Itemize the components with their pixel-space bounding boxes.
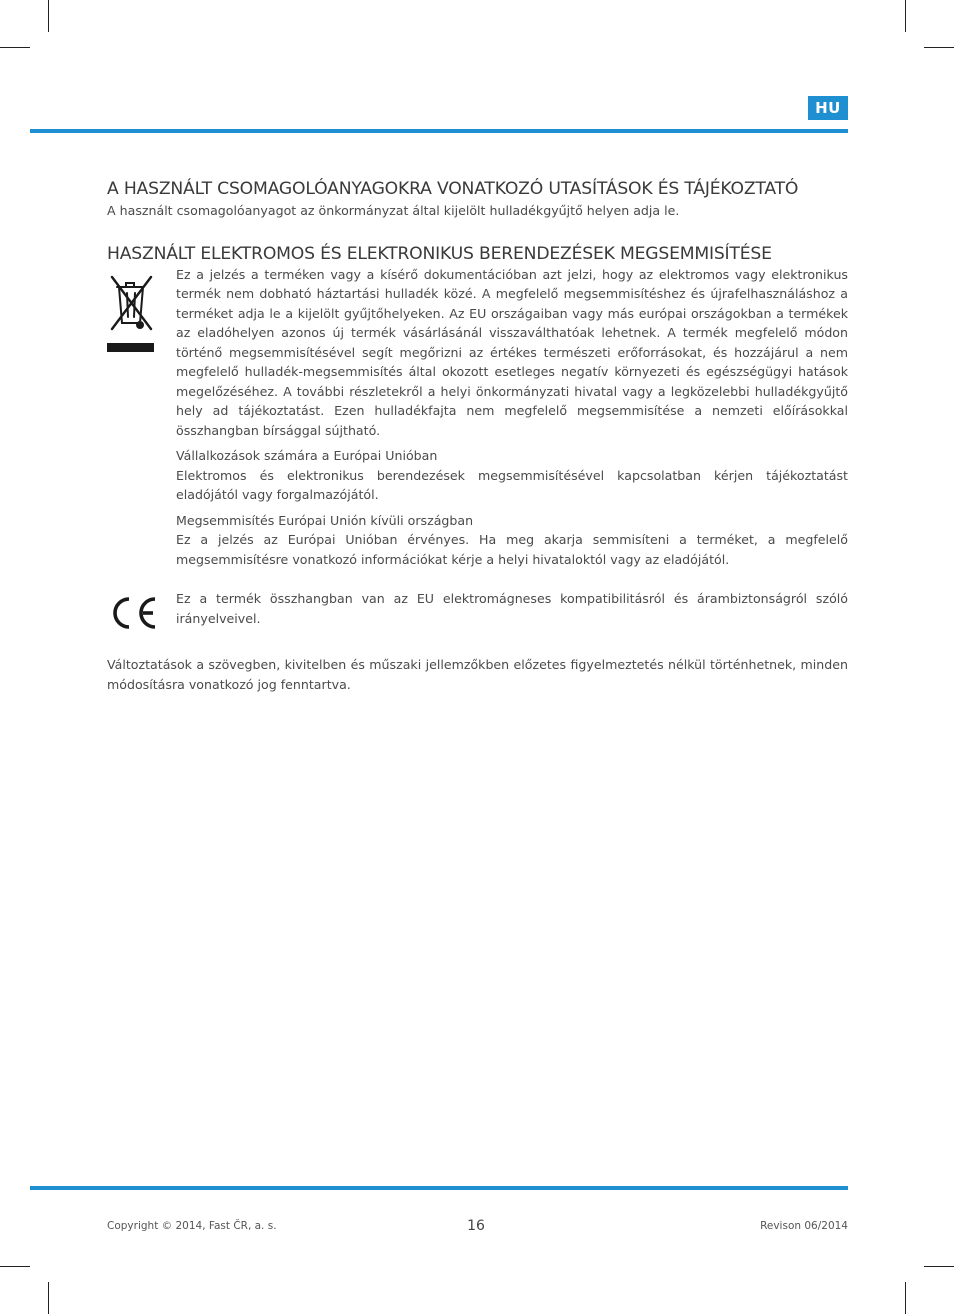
ce-body: Ez a termék összhangban van az EU elektromágneses kompatibilitásról és árambiztonságról szóló irányelveivel. bbox=[176, 591, 848, 626]
footer-revision: Revison 06/2014 bbox=[760, 1220, 848, 1232]
crop-mark bbox=[48, 1282, 49, 1314]
ce-section bbox=[107, 589, 848, 635]
crop-mark bbox=[48, 0, 49, 32]
crop-mark bbox=[0, 47, 30, 48]
business-heading: Vállalkozások számára a Európai Unióban bbox=[176, 448, 438, 463]
weee-section bbox=[107, 243, 848, 570]
crop-mark bbox=[924, 1266, 954, 1267]
packaging-body: A használt csomagolóanyagot az önkormányzat által kijelölt hulladékgyűjtő helyen adja le. bbox=[107, 203, 680, 218]
ce-mark-icon bbox=[107, 589, 176, 635]
outside-eu-body: Ez a jelzés az Európai Unióban érvényes. Ha meg akarja semmisíteni a terméket, a megfelelő megsemmisítésre vonatkozó információkat kérje a helyi hivataloktól vagy az eladójától. bbox=[176, 532, 848, 567]
weee-body: Ez a jelzés a terméken vagy a kísérő dokumentációban azt jelzi, hogy az elektromos vagy elektronikus termék nem dobható háztartási hulladék közé. A megfelelő megsemmisítéshez és újrafelhasználáshoz a terméket adja le a kijelölt gyűjtőhelyeken. Az EU országaiban vagy más európai országokban a termékek az eladóhelyen azonos új termék vásárlásánál visszaválthatóak lehetnek. A termék megfelelő módon történő megsemmisítésével segít megőrizni az értékes természeti erőforrásokat, és hozzájárul a nem megfelelő hulladék-megsemmisítés által okozott esetleges negatív környezeti és egészségügyi hatások megelőzéséhez. A további részletekről a helyi önkormányzati hivatal vagy a legközelebbi hulladékgyűjtő hely ad tájékoztatást. Ezen hulladékfajta nem megfelelő megsemmisítése a nemzeti előírásokkal összhangban bírsággal sújtható. bbox=[176, 266, 848, 438]
crop-mark bbox=[0, 1266, 30, 1267]
page-number: 16 bbox=[467, 1218, 485, 1234]
weee-icon bbox=[107, 265, 176, 352]
disclaimer: Változtatások a szövegben, kivitelben és műszaki jellemzőkben előzetes figyelmeztetés nélkül történhetnek, minden módosításra vonatkozó jog fenntartva. bbox=[107, 657, 848, 692]
packaging-title: A HASZNÁLT CSOMAGOLÓANYAGOKRA VONATKOZÓ UTASÍTÁSOK ÉS TÁJÉKOZTATÓ bbox=[107, 179, 799, 199]
packaging-section bbox=[107, 178, 848, 221]
crop-mark bbox=[905, 0, 906, 32]
weee-title: HASZNÁLT ELEKTROMOS ÉS ELEKTRONIKUS BERENDEZÉSEK MEGSEMMISÍTÉSE bbox=[107, 243, 772, 264]
crop-mark bbox=[924, 47, 954, 48]
footer-rule bbox=[30, 1186, 848, 1190]
page-content bbox=[107, 178, 848, 694]
header-rule bbox=[30, 129, 848, 133]
language-badge: HU bbox=[808, 96, 848, 120]
crop-mark bbox=[905, 1282, 906, 1314]
outside-eu-heading: Megsemmisítés Európai Unión kívüli országban bbox=[176, 512, 474, 528]
footer-copyright: Copyright © 2014, Fast ČR, a. s. bbox=[107, 1220, 277, 1232]
business-body: Elektromos és elektronikus berendezések megsemmisítésével kapcsolatban kérjen tájékoztatást eladójától vagy forgalmazójától. bbox=[176, 467, 848, 502]
weee-bar bbox=[107, 343, 154, 352]
